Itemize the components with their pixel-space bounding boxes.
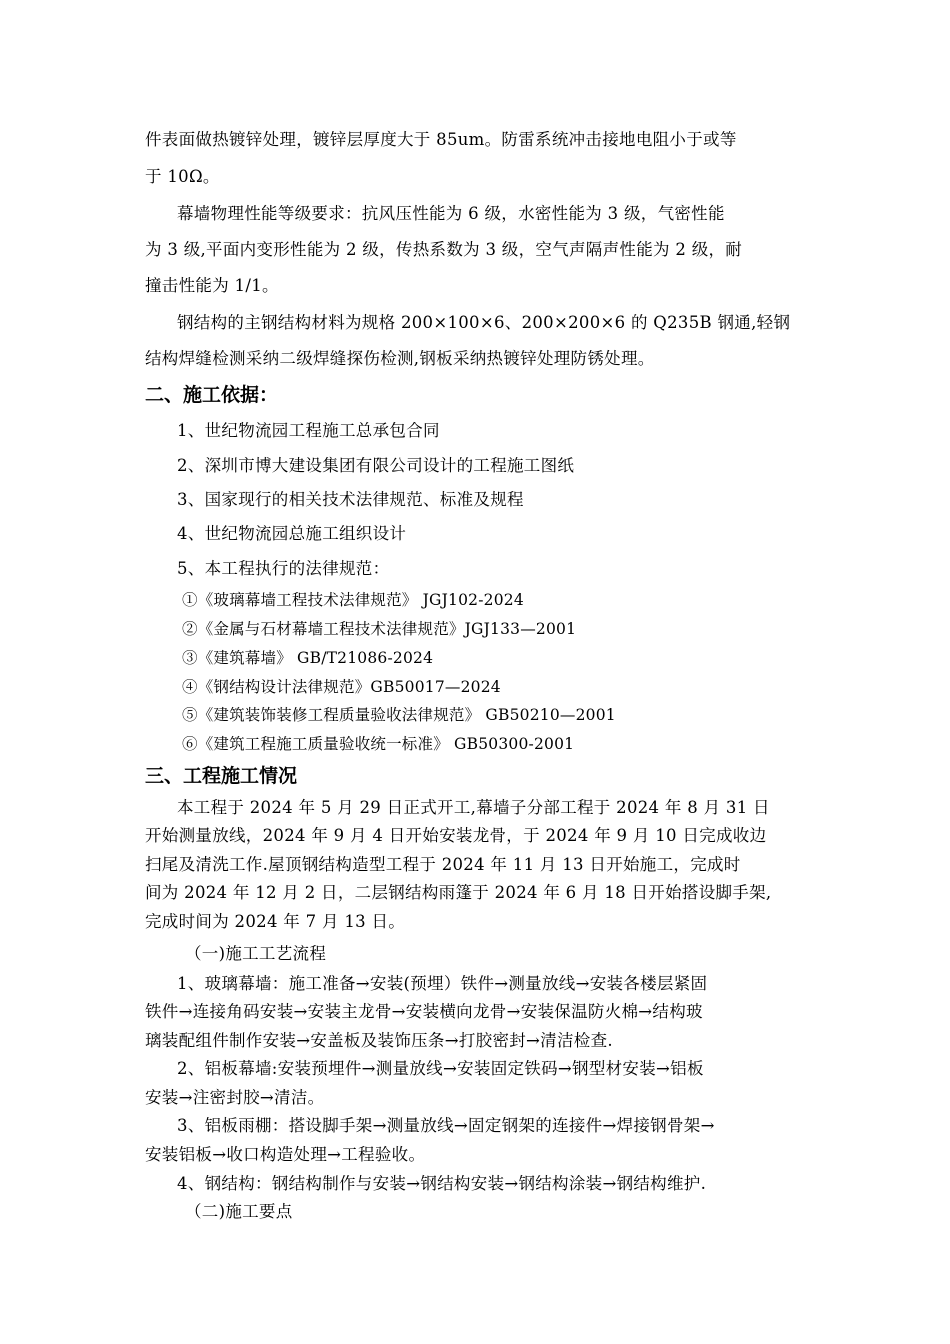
paragraph-line: 钢结构的主钢结构材料为规格 200×100×6、200×200×6 的 Q235B 钢通,轻钢	[177, 313, 791, 332]
section-heading: 三、工程施工情况	[145, 765, 298, 787]
standard-item: ③《建筑幕墙》 GB/T21086-2024	[182, 649, 434, 667]
paragraph-line: 完成时间为 2024 年 7 月 13 日。	[145, 912, 406, 931]
paragraph-line: 幕墙物理性能等级要求：抗风压性能为 6 级，水密性能为 3 级，气密性能	[177, 204, 725, 223]
basis-item: 2、深圳市博大建设集团有限公司设计的工程施工图纸	[177, 456, 575, 475]
standard-item: ④《钢结构设计法律规范》GB50017—2024	[182, 678, 501, 696]
standard-item: ①《玻璃幕墙工程技术法律规范》 JGJ102-2024	[182, 591, 524, 609]
basis-item: 1、世纪物流园工程施工总承包合同	[177, 421, 440, 440]
flow-line: 安装→注密封胶→清洁。	[145, 1088, 325, 1107]
basis-item: 5、本工程执行的法律规范：	[177, 559, 390, 578]
paragraph-line: 开始测量放线，2024 年 9 月 4 日开始安装龙骨，于 2024 年 9 月 10 日完成收边	[145, 826, 767, 845]
standard-item: ⑥《建筑工程施工质量验收统一标准》 GB50300-2001	[182, 735, 575, 753]
flow-line: 璃装配组件制作安装→安盖板及装饰压条→打胶密封→清洁检查.	[145, 1031, 613, 1050]
flow-line: 3、铝板雨棚：搭设脚手架→测量放线→固定钢架的连接件→焊接钢骨架→	[177, 1116, 715, 1135]
basis-item: 4、世纪物流园总施工组织设计	[177, 524, 407, 543]
subsection-heading: （一)施工工艺流程	[185, 944, 327, 963]
paragraph-line: 结构焊缝检测采纳二级焊缝探伤检测,钢板采纳热镀锌处理防锈处理。	[145, 349, 655, 368]
paragraph-line: 为 3 级,平面内变形性能为 2 级，传热系数为 3 级，空气声隔声性能为 2 级，耐	[145, 240, 743, 259]
standard-item: ⑤《建筑装饰装修工程质量验收法律规范》 GB50210—2001	[182, 706, 616, 724]
subsection-heading: （二)施工要点	[185, 1202, 293, 1221]
flow-line: 4、钢结构：钢结构制作与安装→钢结构安装→钢结构涂装→钢结构维护.	[177, 1174, 707, 1193]
paragraph-line: 扫尾及清洗工作.屋顶钢结构造型工程于 2024 年 11 月 13 日开始施工，完成时	[145, 855, 741, 874]
paragraph-line: 本工程于 2024 年 5 月 29 日正式开工,幕墙子分部工程于 2024 年 8 月 31 日	[177, 798, 770, 817]
section-heading: 二、施工依据：	[145, 384, 279, 406]
paragraph-line: 件表面做热镀锌处理，镀锌层厚度大于 85um。防雷系统冲击接地电阻小于或等	[145, 130, 737, 149]
paragraph-line: 间为 2024 年 12 月 2 日，二层钢结构雨篷于 2024 年 6 月 18 日开始搭设脚手架,	[145, 883, 772, 902]
standard-item: ②《金属与石材幕墙工程技术法律规范》JGJ133—2001	[182, 620, 577, 638]
flow-line: 安装铝板→收口构造处理→工程验收。	[145, 1145, 426, 1164]
paragraph-line: 撞击性能为 1/1。	[145, 276, 279, 295]
basis-item: 3、国家现行的相关技术法律规范、标准及规程	[177, 490, 524, 509]
paragraph-line: 于 10Ω。	[145, 167, 220, 186]
flow-line: 2、铝板幕墙:安装预埋件→测量放线→安装固定铁码→钢型材安装→铝板	[177, 1059, 704, 1078]
flow-line: 铁件→连接角码安装→安装主龙骨→安装横向龙骨→安装保温防火棉→结构玻	[145, 1002, 703, 1021]
flow-line: 1、玻璃幕墙：施工准备→安装(预埋）铁件→测量放线→安装各楼层紧固	[177, 974, 708, 993]
